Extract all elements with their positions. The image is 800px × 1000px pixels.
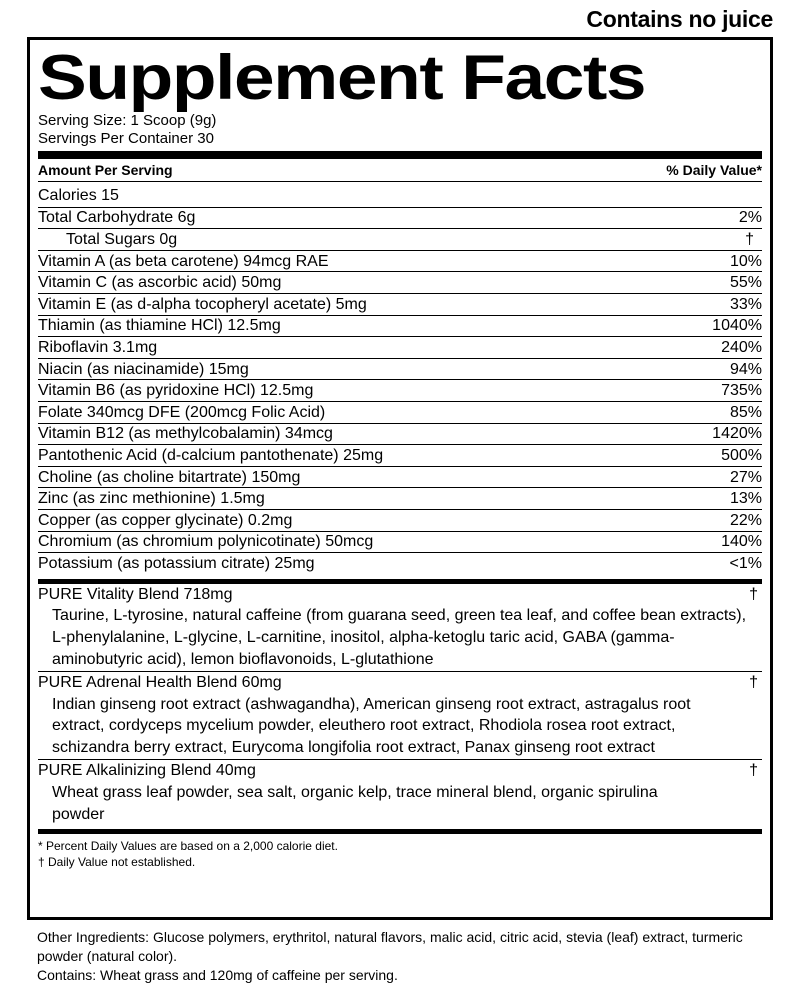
blend-entry <box>38 759 762 825</box>
nutrient-label: Pantothenic Acid (d-calcium pantothenate) 25mg <box>38 446 384 464</box>
nutrient-dv: <1% <box>729 554 762 572</box>
nutrient-dv: 1420% <box>712 425 762 443</box>
blend-dv: † <box>749 673 758 691</box>
nutrient-dv: 33% <box>729 295 762 313</box>
nutrient-label: Total Carbohydrate 6g <box>38 209 196 227</box>
nutrient-row <box>38 379 762 401</box>
column-header <box>38 159 762 181</box>
contains-no-juice-note: Contains no juice <box>586 6 773 32</box>
nutrient-label: Zinc (as zinc methionine) 1.5mg <box>38 490 265 508</box>
other-ingredients-section <box>37 928 777 985</box>
nutrient-label: Copper (as copper glycinate) 0.2mg <box>38 511 293 529</box>
nutrient-label: Vitamin C (as ascorbic acid) 50mg <box>38 274 282 292</box>
other-ingredients: Other Ingredients: Glucose polymers, erythritol, natural flavors, malic acid, citric acid, stevia (leaf) extract, turmeric powder (natural color). <box>37 929 743 964</box>
nutrient-dv: 22% <box>729 511 762 529</box>
nutrient-label: Calories 15 <box>38 187 119 205</box>
blend-dv: † <box>749 762 758 780</box>
nutrient-label: Vitamin A (as beta carotene) 94mcg RAE <box>38 252 329 270</box>
nutrient-dv: 55% <box>729 274 762 292</box>
blend-dv: † <box>749 585 758 603</box>
nutrient-row <box>38 552 762 574</box>
nutrient-row <box>38 444 762 466</box>
blend-list <box>38 584 762 826</box>
nutrient-list <box>38 185 762 574</box>
nutrient-row <box>38 509 762 531</box>
nutrient-label: Thiamin (as thiamine HCl) 12.5mg <box>38 317 281 335</box>
panel-title: Supplement Facts <box>38 43 646 113</box>
supplement-facts-panel <box>27 37 773 920</box>
nutrient-dv: 240% <box>721 338 762 356</box>
nutrient-label: Potassium (as potassium citrate) 25mg <box>38 554 315 572</box>
nutrient-row <box>38 293 762 315</box>
blend-name: PURE Alkalinizing Blend 40mg <box>38 762 256 780</box>
nutrient-row <box>38 271 762 293</box>
nutrient-dv: 13% <box>729 490 762 508</box>
nutrient-dv: 27% <box>729 468 762 486</box>
footnotes <box>38 834 762 870</box>
nutrient-label: Chromium (as chromium polynicotinate) 50mcg <box>38 533 374 551</box>
nutrient-row <box>38 531 762 553</box>
nutrient-label: Riboflavin 3.1mg <box>38 338 158 356</box>
daily-value-header: % Daily Value* <box>666 162 762 178</box>
nutrient-row <box>38 358 762 380</box>
nutrient-dv: 1040% <box>712 317 762 335</box>
contains-statement: Contains: Wheat grass and 120mg of caffeine per serving. <box>37 967 398 983</box>
servings-per-container: Servings Per Container 30 <box>38 130 214 147</box>
blend-ingredients: Wheat grass leaf powder, sea salt, organic kelp, trace mineral blend, organic spirulina powder <box>52 783 658 823</box>
nutrient-dv: 85% <box>729 403 762 421</box>
footnote-dv-not-established: † Daily Value not established. <box>38 855 196 870</box>
nutrient-label: Choline (as choline bitartrate) 150mg <box>38 468 301 486</box>
nutrient-dv: 140% <box>721 533 762 551</box>
nutrient-row <box>38 423 762 445</box>
nutrient-row <box>38 315 762 337</box>
nutrient-row <box>38 228 762 250</box>
nutrient-label: Total Sugars 0g <box>66 230 178 248</box>
footnote-percent-dv: * Percent Daily Values are based on a 2,000 calorie diet. <box>38 839 338 854</box>
nutrient-row <box>38 185 762 207</box>
amount-per-serving-header: Amount Per Serving <box>38 162 173 178</box>
nutrient-row <box>38 487 762 509</box>
blend-ingredients: Taurine, L-tyrosine, natural caffeine (from guarana seed, green tea leaf, and coffee bean extracts), L-phenylalanine, L-glycine, L-carnitine, inositol, alpha-ketoglu taric acid, GABA (gamma-aminobutyric acid), lemon bioflavonoids, L-glutathione <box>52 607 747 669</box>
nutrient-label: Vitamin B6 (as pyridoxine HCl) 12.5mg <box>38 382 314 400</box>
blend-name: PURE Vitality Blend 718mg <box>38 585 233 603</box>
blend-entry <box>38 671 762 759</box>
blend-name: PURE Adrenal Health Blend 60mg <box>38 673 282 691</box>
nutrient-label: Vitamin B12 (as methylcobalamin) 34mcg <box>38 425 333 443</box>
blend-entry <box>38 584 762 671</box>
nutrient-dv: 735% <box>721 382 762 400</box>
nutrient-label: Folate 340mcg DFE (200mcg Folic Acid) <box>38 403 326 421</box>
serving-size: Serving Size: 1 Scoop (9g) <box>38 112 217 129</box>
nutrient-row <box>38 336 762 358</box>
nutrient-label: Vitamin E (as d-alpha tocopheryl acetate) 5mg <box>38 295 367 313</box>
nutrient-dv: 94% <box>729 360 762 378</box>
nutrient-dv: 2% <box>738 209 762 227</box>
nutrient-row <box>38 250 762 272</box>
nutrient-label: Niacin (as niacinamide) 15mg <box>38 360 249 378</box>
nutrient-dv: 10% <box>729 252 762 270</box>
nutrient-row <box>38 401 762 423</box>
nutrient-dv: † <box>745 230 754 248</box>
nutrient-row <box>38 466 762 488</box>
thick-divider <box>38 151 762 159</box>
nutrient-row <box>38 207 762 229</box>
nutrient-dv: 500% <box>721 446 762 464</box>
blend-ingredients: Indian ginseng root extract (ashwagandha), American ginseng root extract, astragalus root extract, cordyceps mycelium powder, eleuthero root extract, Rhodiola rosea root extract, schizandra berry extract, Eurycoma longifolia root extract, Panax ginseng root extract <box>52 695 691 757</box>
